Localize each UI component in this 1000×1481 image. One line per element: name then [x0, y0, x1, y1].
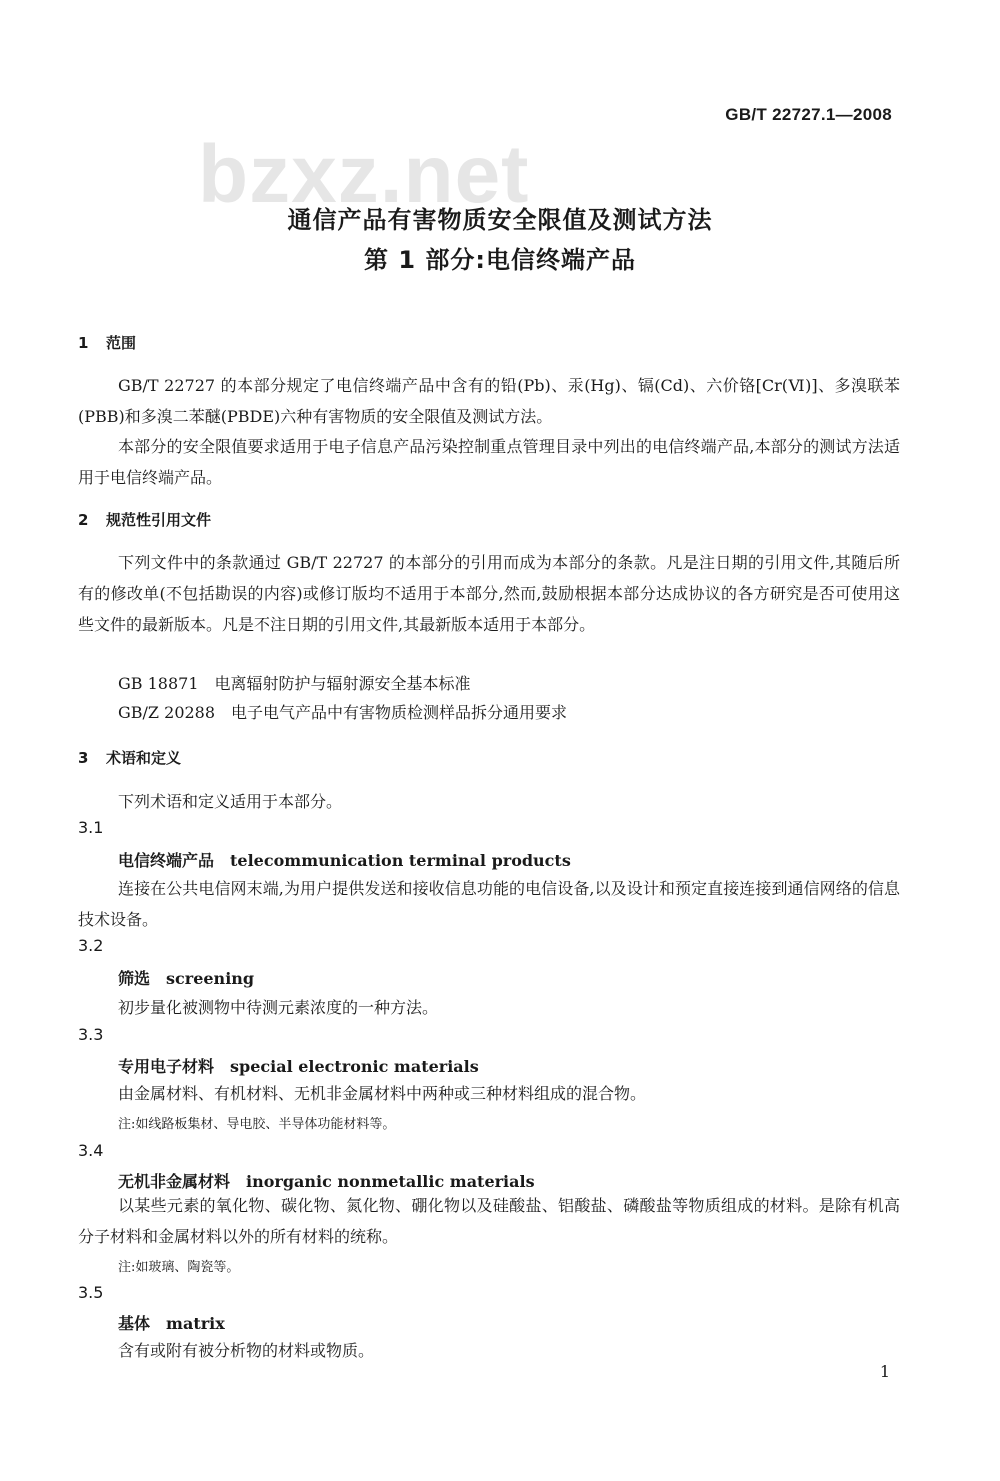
term-heading	[118, 848, 571, 871]
clause-number: 3.4	[78, 1141, 104, 1160]
section-1-paragraph-2: 本部分的安全限值要求适用于电子信息产品污染控制重点管理目录中列出的电信终端产品,本部分的测试方法适用于电信终端产品。	[78, 437, 900, 487]
page-number: 1	[879, 1362, 890, 1381]
section-2-heading	[78, 509, 211, 530]
section-3-heading	[78, 747, 181, 768]
clause-number: 3.5	[78, 1283, 104, 1302]
term-en: inorganic nonmetallic materials	[246, 1172, 535, 1191]
normative-reference-1: GB 18871 电离辐射防护与辐射源安全基本标准	[118, 674, 471, 693]
watermark: bzxz.net	[198, 129, 530, 220]
term-en: screening	[166, 969, 255, 988]
section-title: 规范性引用文件	[106, 511, 212, 529]
term-zh: 无机非金属材料	[118, 1172, 231, 1191]
term-note: 注:如线路板集材、导电胶、半导体功能材料等。	[118, 1117, 396, 1132]
section-number: 2	[78, 511, 89, 529]
section-1-heading	[78, 332, 136, 353]
clause-number: 3.1	[78, 818, 104, 837]
term-zh: 专用电子材料	[118, 1057, 215, 1076]
standard-number: GB/T 22727.1—2008	[725, 105, 892, 124]
normative-reference-2: GB/Z 20288 电子电气产品中有害物质检测样品拆分通用要求	[118, 703, 568, 722]
section-1-paragraph-1: GB/T 22727 的本部分规定了电信终端产品中含有的铅(Pb)、汞(Hg)、镉(Cd)、六价铬[Cr(Ⅵ)]、多溴联苯(PBB)和多溴二苯醚(PBDE)六种有害物质的安全限值及测试方法。	[78, 376, 900, 426]
term-note: 注:如玻璃、陶瓷等。	[118, 1260, 240, 1275]
section-3-intro: 下列术语和定义适用于本部分。	[118, 792, 343, 811]
term-definition: 连接在公共电信网末端,为用户提供发送和接收信息功能的电信设备,以及设计和预定直接连接到通信网络的信息技术设备。	[78, 879, 900, 929]
clause-number: 3.2	[78, 936, 104, 955]
title-line-2: 第 1 部分:电信终端产品	[363, 246, 636, 274]
term-zh: 基体	[118, 1314, 151, 1333]
term-definition: 初步量化被测物中待测元素浓度的一种方法。	[118, 998, 439, 1017]
section-2-paragraph: 下列文件中的条款通过 GB/T 22727 的本部分的引用而成为本部分的条款。凡是注日期的引用文件,其随后所有的修改单(不包括勘误的内容)或修订版均不适用于本部分,然而,鼓励根据本部分达成协议的各方研究是否可使用这些文件的最新版本。凡是不注日期的引用文件,其最新版本适用于本部分。	[78, 553, 900, 634]
term-en: matrix	[166, 1314, 225, 1333]
term-heading	[118, 1311, 225, 1334]
term-definition: 以某些元素的氧化物、碳化物、氮化物、硼化物以及硅酸盐、铝酸盐、磷酸盐等物质组成的材料。是除有机高分子材料和金属材料以外的所有材料的统称。	[78, 1196, 900, 1246]
term-zh: 电信终端产品	[118, 851, 215, 870]
clause-number: 3.3	[78, 1025, 104, 1044]
term-heading	[118, 1169, 535, 1192]
term-zh: 筛选	[118, 969, 151, 988]
term-en: special electronic materials	[230, 1057, 479, 1076]
section-title: 术语和定义	[106, 749, 182, 767]
title-line-1: 通信产品有害物质安全限值及测试方法	[287, 206, 713, 234]
term-definition: 含有或附有被分析物的材料或物质。	[118, 1341, 375, 1360]
section-number: 3	[78, 749, 89, 767]
section-number: 1	[78, 334, 89, 352]
section-title: 范围	[106, 334, 137, 352]
term-heading	[118, 966, 254, 989]
term-en: telecommunication terminal products	[230, 851, 571, 870]
term-heading	[118, 1054, 479, 1077]
term-definition: 由金属材料、有机材料、无机非金属材料中两种或三种材料组成的混合物。	[118, 1084, 647, 1103]
